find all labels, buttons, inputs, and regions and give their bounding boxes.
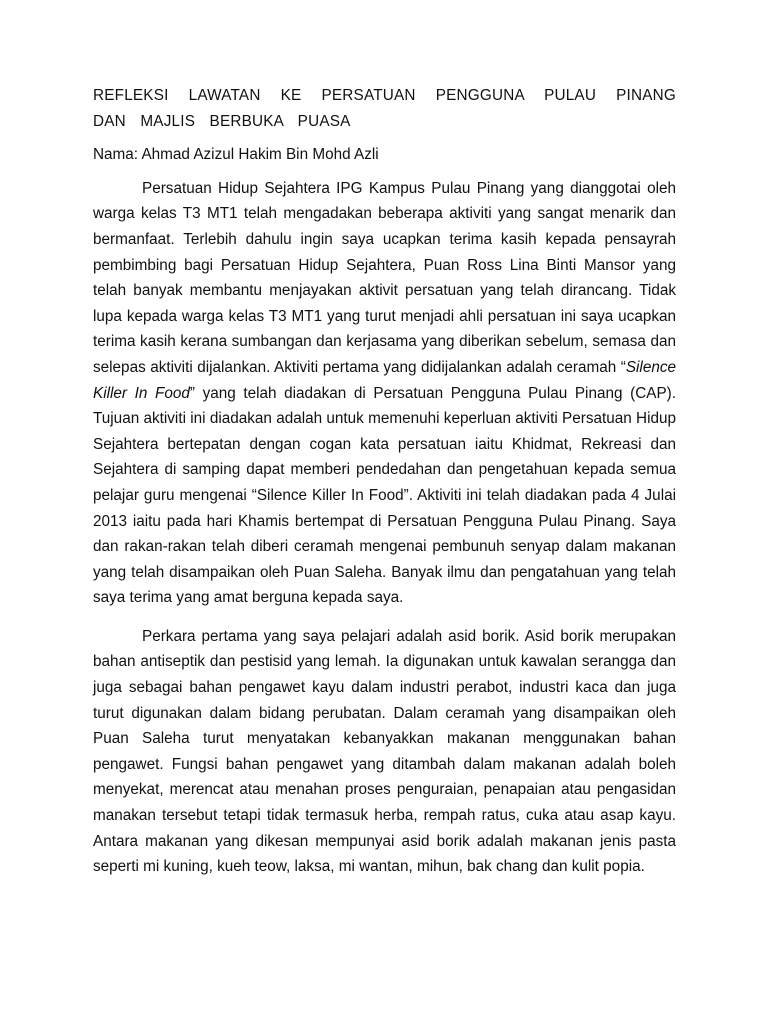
document-body [93, 83, 676, 880]
paragraph-1 [93, 176, 676, 611]
paragraph-1-part-1: Persatuan Hidup Sejahtera IPG Kampus Pulau Pinang yang dianggotai oleh warga kelas T3 MT1 telah mengadakan beberapa aktiviti yang sangat menarik dan bermanfaat. Terlebih dahulu ingin saya ucapkan terima kasih kepada pensayrah pembimbing bagi Persatuan Hidup Sejahtera, Puan Ross Lina Binti Mansor yang telah banyak membantu menjayakan aktivit persatuan yang telah dirancang. Tidak lupa kepada warga kelas T3 MT1 yang turut menjadi ahli persatuan ini saya ucapkan terima kasih kerana sumbangan dan kerjasama yang diberikan sebelum, semasa dan selepas aktiviti dijalankan. Aktiviti pertama yang didijalankan adalah ceramah “ [93, 179, 676, 376]
paragraph-1-part-2: ” yang telah diadakan di Persatuan Pengguna Pulau Pinang (CAP). Tujuan aktiviti ini diadakan adalah untuk memenuhi keperluan aktiviti Persatuan Hidup Sejahtera bertepatan dengan cogan kata persatuan iaitu Khidmat, Rekreasi dan Sejahtera di samping dapat memberi pendedahan dan pengetahuan kepada semua pelajar guru mengenai “Silence Killer In Food”. Aktiviti ini telah diadakan pada 4 Julai 2013 iaitu pada hari Khamis bertempat di Persatuan Pengguna Pulau Pinang. Saya dan rakan-rakan telah diberi ceramah mengenai pembunuh senyap dalam makanan yang telah disampaikan oleh Puan Saleha. Banyak ilmu dan pengatahuan yang telah saya terima yang amat berguna kepada saya. [93, 384, 676, 607]
author-name-line: Nama: Ahmad Azizul Hakim Bin Mohd Azli [93, 146, 379, 164]
document-title: REFLEKSI LAWATAN KE PERSATUAN PENGGUNA PULAU PINANG DAN MAJLIS BERBUKA PUASA [93, 87, 676, 130]
paragraph-2: Perkara pertama yang saya pelajari adalah asid borik. Asid borik merupakan bahan antiseptik dan pestisid yang lemah. Ia digunakan untuk kawalan serangga dan juga sebagai bahan pengawet kayu dalam industri perabot, industri kaca dan juga turut digunakan dalam bidang perubatan. Dalam ceramah yang disampaikan oleh Puan Saleha turut menyatakan kebanyakkan makanan menggunakan bahan pengawet. Fungsi bahan pengawet yang ditambah dalam makanan adalah boleh menyekat, merencat atau menahan proses penguraian, penapaian atau pengasidan manakan tersebut tetapi tidak termasuk herba, rempah ratus, cuka atau asap kayu. Antara makanan yang dikesan mempunyai asid borik adalah makanan jenis pasta seperti mi kuning, kueh teow, laksa, mi wantan, mihun, bak chang dan kulit popia. [93, 627, 676, 876]
paragraph-1-emphasis: Silence Killer In Food [93, 358, 676, 402]
